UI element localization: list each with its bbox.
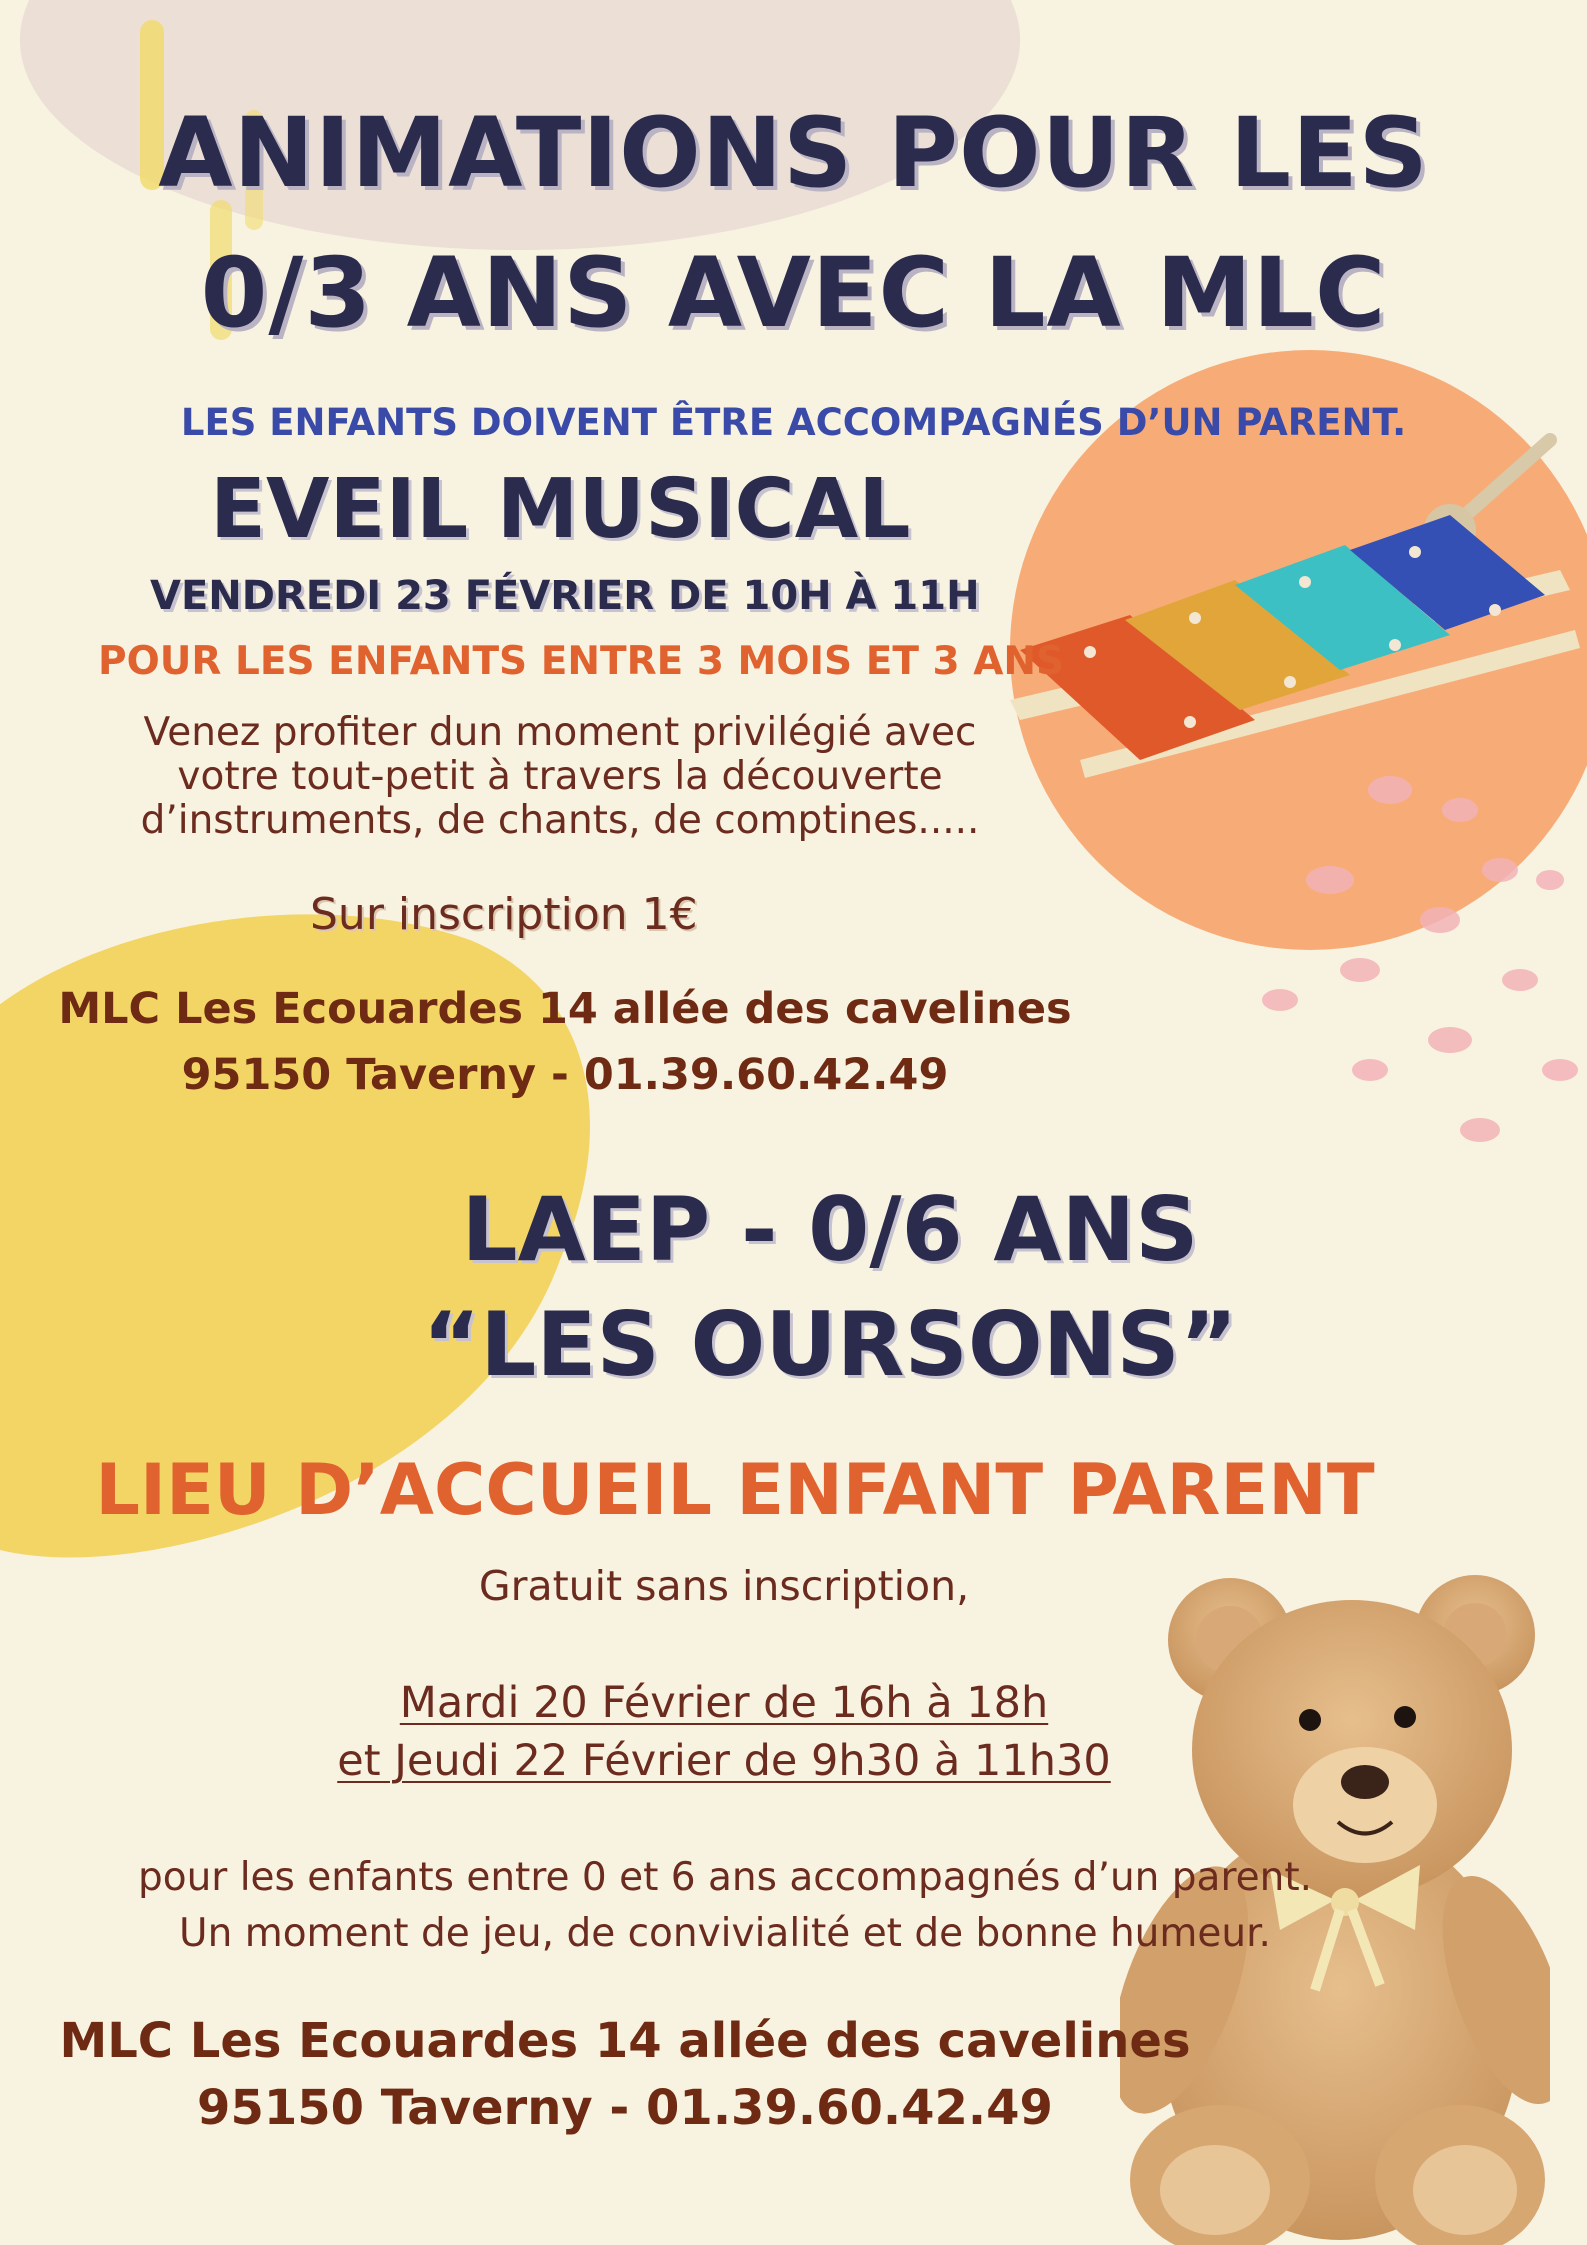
eveil-description-line-3: d’instruments, de chants, de comptines..... — [140, 798, 980, 843]
eveil-heading: EVEIL MUSICAL — [210, 462, 911, 557]
laep-heading-line-1: LAEP - 0/6 ANS — [461, 1178, 1199, 1281]
laep-description-line-2: Un moment de jeu, de convivialité et de bonne humeur. — [179, 1911, 1271, 1956]
eveil-ages: POUR LES ENFANTS ENTRE 3 MOIS ET 3 ANS — [98, 639, 1065, 684]
laep-free-entry: Gratuit sans inscription, — [478, 1562, 970, 1610]
xylophone-icon — [990, 420, 1587, 780]
laep-address-line-1: MLC Les Ecouardes 14 allée des cavelines — [59, 2013, 1191, 2069]
eveil-description-line-2: votre tout-petit à travers la découverte — [177, 754, 943, 799]
laep-date-line-2: et Jeudi 22 Février de 9h30 à 11h30 — [337, 1736, 1111, 1786]
laep-description-line-1: pour les enfants entre 0 et 6 ans accompagnés d’un parent. — [137, 1855, 1313, 1900]
page-title-line-1: ANIMATIONS POUR LES — [158, 97, 1429, 209]
eveil-address-line-1: MLC Les Ecouardes 14 allée des cavelines — [58, 984, 1072, 1034]
accompaniment-notice: LES ENFANTS DOIVENT ÊTRE ACCOMPAGNÉS D’UN PARENT. — [180, 401, 1407, 444]
eveil-price: Sur inscription 1€ — [310, 889, 698, 940]
laep-date-line-1: Mardi 20 Février de 16h à 18h — [399, 1678, 1049, 1728]
eveil-address-line-2: 95150 Taverny - 01.39.60.42.49 — [181, 1050, 949, 1100]
page-title-line-2: 0/3 ANS AVEC LA MLC — [200, 237, 1387, 349]
eveil-date: VENDREDI 23 FÉVRIER DE 10H À 11H — [150, 573, 980, 619]
laep-subtitle: LIEU D’ACCUEIL ENFANT PARENT — [95, 1449, 1375, 1531]
laep-heading-line-2: “LES OURSONS” — [422, 1293, 1238, 1396]
eveil-description-line-1: Venez profiter dun moment privilégié avec — [143, 710, 977, 755]
laep-address-line-2: 95150 Taverny - 01.39.60.42.49 — [197, 2080, 1053, 2136]
